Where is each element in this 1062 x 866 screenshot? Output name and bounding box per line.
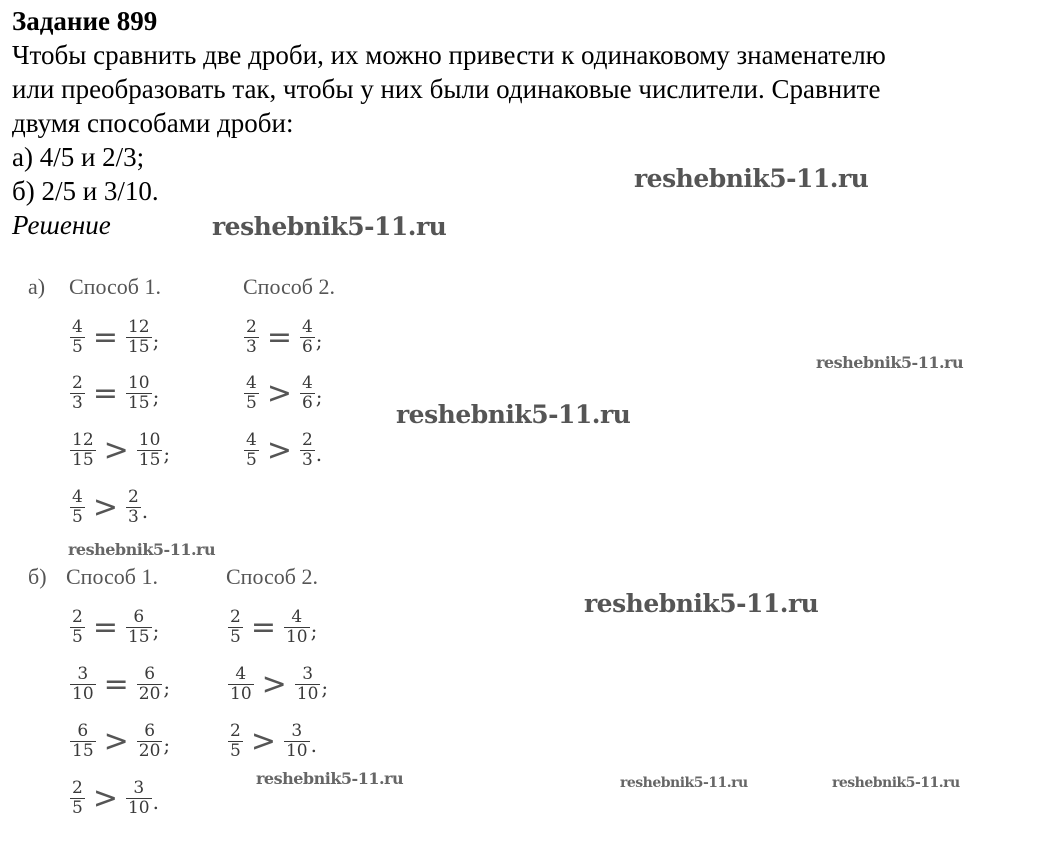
part-b-m2-step1: $\frac{2}{5}$ = $\frac{4}{10}$ ; [230, 607, 318, 647]
operator: > [103, 432, 129, 468]
fraction: $\frac{10}{15}$ [138, 430, 161, 470]
operator: > [250, 723, 276, 759]
operator: = [92, 375, 118, 411]
part-a-m2-step2: $\frac{4}{5}$ > $\frac{4}{6}$ ; [246, 373, 323, 413]
part-a-m2-step3: $\frac{4}{5}$ > $\frac{2}{3}$ . [246, 430, 323, 470]
part-a-label: а) [28, 274, 46, 299]
part-a-m1-step3: $\frac{12}{15}$ > $\frac{10}{15}$ ; [72, 430, 171, 470]
fraction: $\frac{6}{20}$ [138, 664, 161, 704]
watermark: reshebnik5-11.ru [256, 769, 404, 788]
operator: = [266, 319, 292, 355]
operator: > [266, 432, 292, 468]
problem-text [12, 4, 1057, 242]
fraction: $\frac{6}{20}$ [138, 721, 161, 761]
fraction: $\frac{3}{10}$ [296, 664, 319, 704]
part-b-m1-step4: $\frac{2}{5}$ > $\frac{3}{10}$ . [72, 778, 159, 818]
fraction: $\frac{4}{6}$ [301, 317, 313, 357]
watermark: reshebnik5-11.ru [620, 775, 748, 791]
watermark: reshebnik5-11.ru [212, 212, 447, 241]
fraction: $\frac{6}{15}$ [127, 607, 150, 647]
solution-label: Решение [12, 210, 111, 240]
fraction: $\frac{3}{10}$ [72, 664, 94, 704]
item-a: а) 4/5 и 2/3; [12, 142, 145, 172]
part-b-method2-label: Способ 2. [226, 564, 318, 589]
part-b-m2-step3: $\frac{2}{5}$ > $\frac{3}{10}$ . [230, 721, 317, 761]
fraction: $\frac{12}{15}$ [127, 317, 150, 357]
fraction: $\frac{4}{5}$ [246, 430, 257, 470]
fraction: $\frac{4}{5}$ [72, 317, 83, 357]
part-b-m1-step1: $\frac{2}{5}$ = $\frac{6}{15}$ ; [72, 607, 160, 647]
fraction: $\frac{2}{3}$ [246, 317, 257, 357]
fraction: $\frac{2}{5}$ [230, 721, 241, 761]
part-b-m1-step3: $\frac{6}{15}$ > $\frac{6}{20}$ ; [72, 721, 171, 761]
fraction: $\frac{4}{6}$ [301, 373, 313, 413]
operator: = [92, 319, 118, 355]
operator: > [92, 489, 118, 525]
operator: > [261, 666, 287, 702]
statement-line-3: двумя способами дроби: [12, 108, 294, 138]
part-a-m1-step4: $\frac{4}{5}$ > $\frac{2}{3}$ . [72, 487, 149, 527]
operator: = [103, 666, 129, 702]
fraction: $\frac{2}{3}$ [127, 487, 139, 527]
part-a-m1-step2: $\frac{2}{3}$ = $\frac{10}{15}$ ; [72, 373, 160, 413]
fraction: $\frac{10}{15}$ [127, 373, 150, 413]
fraction: $\frac{2}{3}$ [72, 373, 83, 413]
fraction: $\frac{3}{10}$ [127, 778, 150, 818]
fraction: $\frac{3}{10}$ [285, 721, 308, 761]
watermark: reshebnik5-11.ru [68, 540, 216, 559]
fraction: $\frac{2}{5}$ [230, 607, 241, 647]
item-b: б) 2/5 и 3/10. [12, 176, 159, 206]
part-a-m1-step1: $\frac{4}{5}$ = $\frac{12}{15}$ ; [72, 317, 160, 357]
operator: = [250, 609, 276, 645]
part-a-method1-label: Способ 1. [69, 274, 161, 299]
fraction: $\frac{12}{15}$ [72, 430, 94, 470]
fraction: $\frac{4}{10}$ [230, 664, 252, 704]
part-b-label: б) [28, 564, 47, 589]
operator: > [103, 723, 129, 759]
fraction: $\frac{4}{10}$ [285, 607, 308, 647]
part-b-m2-step2: $\frac{4}{10}$ > $\frac{3}{10}$ ; [230, 664, 329, 704]
watermark: reshebnik5-11.ru [832, 775, 960, 791]
problem-title: Задание 899 [12, 6, 158, 36]
watermark: reshebnik5-11.ru [584, 589, 819, 618]
watermark: reshebnik5-11.ru [634, 164, 869, 193]
fraction: $\frac{4}{5}$ [72, 487, 83, 527]
part-a-m2-step1: $\frac{2}{3}$ = $\frac{4}{6}$ ; [246, 317, 323, 357]
operator: > [92, 780, 118, 816]
watermark: reshebnik5-11.ru [816, 353, 964, 372]
operator: = [92, 609, 118, 645]
part-b-m1-step2: $\frac{3}{10}$ = $\frac{6}{20}$ ; [72, 664, 171, 704]
part-b-method1-label: Способ 1. [66, 564, 158, 589]
statement-line-2: или преобразовать так, чтобы у них были одинаковые числители. Сравните [12, 74, 881, 104]
fraction: $\frac{2}{3}$ [301, 430, 313, 470]
statement-line-1: Чтобы сравнить две дроби, их можно привести к одинаковому знаменателю [12, 40, 886, 70]
fraction: $\frac{2}{5}$ [72, 607, 83, 647]
watermark: reshebnik5-11.ru [396, 400, 631, 429]
operator: > [266, 375, 292, 411]
part-a-method2-label: Способ 2. [243, 274, 335, 299]
fraction: $\frac{6}{15}$ [72, 721, 94, 761]
fraction: $\frac{4}{5}$ [246, 373, 257, 413]
fraction: $\frac{2}{5}$ [72, 778, 83, 818]
